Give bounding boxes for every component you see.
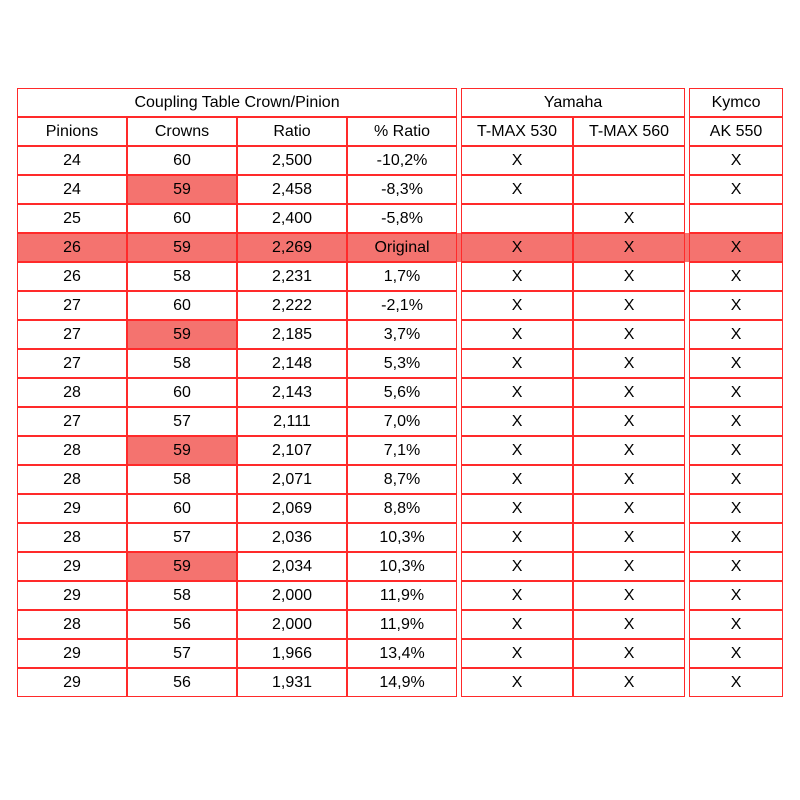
brand-kymco: Kymco	[689, 88, 783, 117]
table-row	[17, 407, 783, 436]
cell-tmax-530: X	[461, 146, 573, 175]
table-row	[17, 581, 783, 610]
cell-ak-550	[689, 204, 783, 233]
cell-tmax-530: X	[461, 320, 573, 349]
cell-tmax-560	[573, 175, 685, 204]
table-row	[17, 378, 783, 407]
cell-tmax-530: X	[461, 349, 573, 378]
cell-tmax-530: X	[461, 407, 573, 436]
table-row	[17, 146, 783, 175]
cell-crown: 56	[127, 610, 237, 639]
cell-ak-550: X	[689, 349, 783, 378]
cell-pinion: 29	[17, 581, 127, 610]
cell-tmax-560: X	[573, 349, 685, 378]
brand-yamaha: Yamaha	[461, 88, 685, 117]
cell-pinion: 28	[17, 465, 127, 494]
cell-crown: 58	[127, 262, 237, 291]
cell-pct-ratio: 1,7%	[347, 262, 457, 291]
cell-ratio: 2,231	[237, 262, 347, 291]
cell-pinion: 29	[17, 552, 127, 581]
cell-ak-550: X	[689, 146, 783, 175]
cell-ratio: 2,000	[237, 581, 347, 610]
cell-crown: 59	[127, 233, 237, 262]
table-row	[17, 262, 783, 291]
cell-ak-550: X	[689, 639, 783, 668]
cell-ratio: 1,966	[237, 639, 347, 668]
cell-ratio: 2,071	[237, 465, 347, 494]
table-row	[17, 291, 783, 320]
cell-tmax-530: X	[461, 639, 573, 668]
cell-tmax-530: X	[461, 233, 573, 262]
cell-tmax-560: X	[573, 668, 685, 697]
cell-pct-ratio: 5,3%	[347, 349, 457, 378]
cell-tmax-560	[573, 146, 685, 175]
table-title-row	[17, 88, 783, 117]
cell-tmax-560: X	[573, 436, 685, 465]
cell-tmax-530: X	[461, 552, 573, 581]
cell-ak-550: X	[689, 552, 783, 581]
cell-ratio: 2,034	[237, 552, 347, 581]
cell-pinion: 27	[17, 320, 127, 349]
cell-pct-ratio: 8,8%	[347, 494, 457, 523]
coupling-table	[17, 88, 783, 697]
column-header-row	[17, 117, 783, 146]
cell-pct-ratio: 7,0%	[347, 407, 457, 436]
cell-crown: 60	[127, 204, 237, 233]
cell-pct-ratio: -2,1%	[347, 291, 457, 320]
cell-ratio: 2,069	[237, 494, 347, 523]
cell-ratio: 2,107	[237, 436, 347, 465]
cell-ak-550: X	[689, 610, 783, 639]
cell-ratio: 2,500	[237, 146, 347, 175]
cell-pinion: 26	[17, 262, 127, 291]
cell-pinion: 28	[17, 523, 127, 552]
cell-tmax-560: X	[573, 262, 685, 291]
cell-tmax-560: X	[573, 465, 685, 494]
cell-crown: 60	[127, 494, 237, 523]
cell-tmax-530: X	[461, 262, 573, 291]
cell-crown: 59	[127, 320, 237, 349]
cell-tmax-560: X	[573, 407, 685, 436]
cell-tmax-560: X	[573, 581, 685, 610]
cell-crown: 59	[127, 436, 237, 465]
cell-pct-ratio: Original	[347, 233, 457, 262]
cell-tmax-560: X	[573, 523, 685, 552]
cell-pct-ratio: 13,4%	[347, 639, 457, 668]
cell-pinion: 27	[17, 349, 127, 378]
cell-tmax-530: X	[461, 494, 573, 523]
cell-ratio: 2,269	[237, 233, 347, 262]
cell-ak-550: X	[689, 494, 783, 523]
table-row	[17, 552, 783, 581]
cell-pinion: 29	[17, 668, 127, 697]
cell-ak-550: X	[689, 175, 783, 204]
table-row	[17, 349, 783, 378]
cell-pct-ratio: 8,7%	[347, 465, 457, 494]
cell-tmax-560: X	[573, 320, 685, 349]
cell-pinion: 28	[17, 610, 127, 639]
cell-ak-550: X	[689, 291, 783, 320]
cell-ak-550: X	[689, 233, 783, 262]
cell-pct-ratio: 11,9%	[347, 581, 457, 610]
table-title: Coupling Table Crown/Pinion	[17, 88, 457, 117]
cell-crown: 58	[127, 581, 237, 610]
cell-tmax-530: X	[461, 610, 573, 639]
table-row	[17, 494, 783, 523]
cell-pct-ratio: 10,3%	[347, 552, 457, 581]
cell-tmax-530	[461, 204, 573, 233]
cell-ratio: 2,185	[237, 320, 347, 349]
column-header-tmax-560: T-MAX 560	[573, 117, 685, 146]
cell-pct-ratio: 11,9%	[347, 610, 457, 639]
table-header	[17, 88, 783, 146]
cell-ak-550: X	[689, 668, 783, 697]
cell-tmax-560: X	[573, 494, 685, 523]
cell-crown: 60	[127, 146, 237, 175]
cell-tmax-530: X	[461, 668, 573, 697]
cell-ratio: 1,931	[237, 668, 347, 697]
cell-ak-550: X	[689, 581, 783, 610]
cell-tmax-560: X	[573, 233, 685, 262]
cell-tmax-530: X	[461, 465, 573, 494]
cell-crown: 58	[127, 465, 237, 494]
column-header-tmax-530: T-MAX 530	[461, 117, 573, 146]
cell-ak-550: X	[689, 262, 783, 291]
cell-ratio: 2,111	[237, 407, 347, 436]
cell-crown: 59	[127, 552, 237, 581]
cell-pct-ratio: 10,3%	[347, 523, 457, 552]
cell-pct-ratio: 3,7%	[347, 320, 457, 349]
cell-tmax-530: X	[461, 436, 573, 465]
table-row	[17, 465, 783, 494]
cell-pinion: 24	[17, 146, 127, 175]
cell-pinion: 26	[17, 233, 127, 262]
cell-ratio: 2,458	[237, 175, 347, 204]
cell-pct-ratio: -10,2%	[347, 146, 457, 175]
cell-ratio: 2,143	[237, 378, 347, 407]
cell-pct-ratio: 5,6%	[347, 378, 457, 407]
cell-crown: 56	[127, 668, 237, 697]
cell-ak-550: X	[689, 436, 783, 465]
cell-pinion: 29	[17, 494, 127, 523]
cell-ak-550: X	[689, 320, 783, 349]
table-row	[17, 610, 783, 639]
cell-crown: 58	[127, 349, 237, 378]
cell-tmax-530: X	[461, 175, 573, 204]
cell-tmax-560: X	[573, 639, 685, 668]
cell-ratio: 2,222	[237, 291, 347, 320]
table-row	[17, 668, 783, 697]
cell-crown: 57	[127, 407, 237, 436]
table-row	[17, 175, 783, 204]
cell-ak-550: X	[689, 407, 783, 436]
cell-pct-ratio: 7,1%	[347, 436, 457, 465]
cell-pct-ratio: -8,3%	[347, 175, 457, 204]
table-row	[17, 320, 783, 349]
coupling-table-container	[17, 88, 783, 697]
cell-pinion: 28	[17, 436, 127, 465]
cell-ak-550: X	[689, 465, 783, 494]
table-row	[17, 436, 783, 465]
column-header-ratio: Ratio	[237, 117, 347, 146]
table-row	[17, 639, 783, 668]
cell-ratio: 2,000	[237, 610, 347, 639]
cell-crown: 59	[127, 175, 237, 204]
cell-tmax-560: X	[573, 291, 685, 320]
cell-tmax-530: X	[461, 291, 573, 320]
cell-tmax-530: X	[461, 581, 573, 610]
cell-pct-ratio: -5,8%	[347, 204, 457, 233]
cell-pct-ratio: 14,9%	[347, 668, 457, 697]
cell-pinion: 27	[17, 407, 127, 436]
cell-crown: 57	[127, 639, 237, 668]
cell-ratio: 2,036	[237, 523, 347, 552]
cell-tmax-560: X	[573, 378, 685, 407]
cell-tmax-560: X	[573, 204, 685, 233]
cell-ratio: 2,148	[237, 349, 347, 378]
cell-pinion: 25	[17, 204, 127, 233]
table-row	[17, 523, 783, 552]
table-body	[17, 146, 783, 697]
cell-pinion: 24	[17, 175, 127, 204]
column-header-pct-ratio: % Ratio	[347, 117, 457, 146]
cell-tmax-530: X	[461, 523, 573, 552]
column-header-crowns: Crowns	[127, 117, 237, 146]
cell-tmax-530: X	[461, 378, 573, 407]
cell-ak-550: X	[689, 523, 783, 552]
column-header-pinions: Pinions	[17, 117, 127, 146]
cell-tmax-560: X	[573, 552, 685, 581]
cell-ratio: 2,400	[237, 204, 347, 233]
cell-pinion: 29	[17, 639, 127, 668]
cell-crown: 57	[127, 523, 237, 552]
cell-tmax-560: X	[573, 610, 685, 639]
cell-ak-550: X	[689, 378, 783, 407]
column-header-ak-550: AK 550	[689, 117, 783, 146]
cell-crown: 60	[127, 291, 237, 320]
cell-pinion: 28	[17, 378, 127, 407]
table-row	[17, 233, 783, 262]
table-row	[17, 204, 783, 233]
cell-crown: 60	[127, 378, 237, 407]
cell-pinion: 27	[17, 291, 127, 320]
